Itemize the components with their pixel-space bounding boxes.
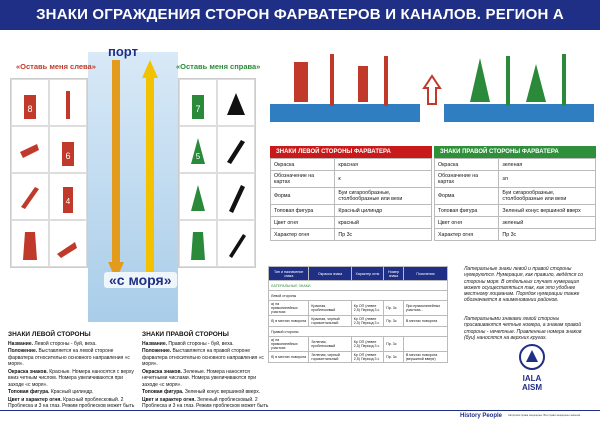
buoy-number: 6 — [65, 150, 71, 161]
port-label: порт — [108, 44, 138, 59]
content — [8, 40, 594, 410]
left-mark-table — [270, 146, 432, 241]
mark-cell — [179, 173, 217, 220]
black-cone-icon — [221, 83, 251, 123]
mark-cell — [179, 79, 217, 126]
red-buoys — [294, 54, 388, 106]
red-lit-buoy-icon — [53, 130, 83, 170]
footer-fine-print: Авторские права защищены. Все права защищены законом. — [508, 414, 581, 417]
page-title: ЗНАКИ ОГРАЖДЕНИЯ СТОРОН ФАРВАТЕРОВ И КАНАЛОВ. РЕГИОН А — [36, 6, 564, 23]
left-properties — [270, 158, 432, 241]
red-buoy-icon — [15, 83, 45, 123]
text-line: Название. Правой стороны - буй, веха. — [142, 340, 234, 347]
table-row: Левой стороны — [269, 291, 448, 301]
buoy-number: 4 — [65, 196, 71, 206]
red-pillar-buoy-icon — [53, 177, 83, 217]
brand-name: History People — [460, 413, 503, 419]
mark-cell — [49, 220, 87, 267]
text-line: Цвет и характер огня. Зеленый проблесковый. 2 Проблеска и 3 на глаз. Режим проблесков может быть — [142, 396, 269, 409]
table-row: Обозначение на картах к — [271, 171, 432, 188]
mark-cell — [49, 126, 87, 173]
table-row: а) на прямолинейных участках Зеленая, проблесковый Кр ОП (левее 2,5) Период 3 с Пр. 3с — [269, 337, 448, 352]
buoy-number: 7 — [195, 103, 201, 114]
table-row: б) в местах поворота Красная, черный горизонтальный Кр ОП (левее 2,5) Период 3 с Пр. 3с В местах поворота — [269, 316, 448, 327]
right-heading: ЗНАКИ ПРАВОЙ СТОРОНЫ — [142, 331, 229, 338]
mark-cell — [11, 173, 49, 220]
direction-arrow — [424, 76, 440, 104]
table-row: Окраска зеленая — [435, 159, 596, 171]
table-row: ЛАТЕРАЛЬНЫЕ ЗНАКИ — [269, 281, 448, 291]
header-bar — [0, 0, 600, 30]
mark-cell — [217, 220, 255, 267]
footer — [0, 410, 600, 424]
right-mark-table — [434, 146, 596, 241]
keep-left-label: «Оставь меня слева» — [16, 62, 96, 71]
upward-arrow — [142, 60, 158, 280]
numbering-note-2: Латеральными знаками левой стороны присваиваются четные номера, а знакам правой стороны - нечетные. Правленные номера знаков (буи) наносятся на верхних кругах. — [464, 316, 582, 341]
pilot-table-wrap — [268, 266, 448, 363]
text-line: Окраска знаков. Красные. Номера наносятся с верху вниз четным числом. Номера увеличиваются при заходе «с моря». — [8, 368, 134, 388]
black-spar-buoy-icon — [221, 177, 251, 217]
left-heading: ЗНАКИ ЛЕВОЙ СТОРОНЫ — [8, 331, 91, 338]
left-table-title: ЗНАКИ ЛЕВОЙ СТОРОНЫ ФАРВАТЕРА — [270, 146, 432, 158]
red-tower-buoy-icon — [15, 224, 45, 264]
red-stake-icon — [53, 83, 83, 123]
table-row: Обозначение на картах зл — [435, 171, 596, 188]
red-can-buoy-icon — [15, 130, 45, 170]
mark-cell — [179, 220, 217, 267]
iala-emblem-icon — [517, 342, 547, 372]
table-row: Характер огня Пр 3с — [271, 229, 432, 241]
green-buoys — [470, 54, 566, 106]
red-spar-buoy-icon — [15, 177, 45, 217]
green-buoy-icon — [183, 83, 213, 123]
downward-arrow — [108, 60, 124, 280]
table-row: Топовая фигура Зеленый конус вершиной вверх — [435, 205, 596, 217]
keep-right-label: «Оставь меня справа» — [176, 62, 261, 71]
green-tower-icon — [183, 224, 213, 264]
green-lit-buoy-icon — [183, 130, 213, 170]
buoy-number: 5 — [195, 151, 201, 161]
table-header: Тип и назначение знака Окраска знака Характер огня Номер знака Пояснения — [269, 267, 448, 281]
buoys-illustration — [270, 48, 594, 138]
right-side-text — [142, 332, 270, 417]
table-row: Форма Буи сигарообразные, столбообразные или вехи — [271, 188, 432, 205]
left-side-marks — [10, 78, 88, 268]
table-row: б) в местах поворота Зеленая, черный горизонтальный Кр ОП (левее 2,5) Период 3 с Пр. 3с В местах поворота (вершиной вверх) — [269, 352, 448, 363]
table-row: Форма Буи сигарообразные, столбообразные или вехи — [435, 188, 596, 205]
right-properties — [434, 158, 596, 241]
iala-logo — [512, 342, 552, 392]
text-line: Окраска знаков. Зеленые. Номера наносятся нечетными числами. Номера увеличиваются при заходе «с моря». — [142, 368, 256, 388]
mark-cell — [49, 173, 87, 220]
text-line: Цвет и характер огня. Красный проблесковый. 2 Проблеска и 3 на глаз. Режим проблесков может быть — [8, 396, 135, 409]
text-line: Положение. Выставляется на левой стороне фарватера относительно основного направления «с моря». — [8, 348, 130, 367]
table-row: Окраска красная — [271, 159, 432, 171]
mark-cell — [179, 126, 217, 173]
numbering-note: Латеральные знаки левой и правой стороны нумеруются. Нумерация, как правило, ведётся со стороны моря. В отдельных случаях нумерация может осуществляться так, как это удобнее местному лоцманам. Порядок нумерации также обозначается в наименовании районов. — [464, 266, 584, 304]
iala-text: IALA AISM — [522, 374, 542, 392]
right-side-marks — [178, 78, 256, 268]
red-pillar-icon — [53, 224, 83, 264]
text-line: Название. Левой стороны - буй, веха. — [8, 340, 97, 347]
table-row: а) на прямолинейных участках Красная, проблесковый Кр ОП (левее 2,5) Период 3 с Пр. 3с При прямолинейных участках... — [269, 301, 448, 316]
channel-diagram — [8, 40, 270, 330]
table-row: Цвет огня красный — [271, 217, 432, 229]
text-line: Положение. Выставляется на правой стороне фарватера относительно основного направления «с моря». — [142, 348, 264, 367]
mark-cell — [217, 173, 255, 220]
channel-arrows — [88, 60, 178, 280]
left-side-text — [8, 332, 136, 417]
table-row: Цвет огня зеленый — [435, 217, 596, 229]
buoy-number: 8 — [27, 103, 33, 114]
sea-label: «с моря» — [104, 272, 177, 288]
table-row: Правой стороны — [269, 327, 448, 337]
right-table-title: ЗНАКИ ПРАВОЙ СТОРОНЫ ФАРВАТЕРА — [434, 146, 596, 158]
mark-cell — [217, 79, 255, 126]
table-row: Характер огня Пр 3с — [435, 229, 596, 241]
text-line: Топовая фигура. Красный цилиндр. — [8, 389, 94, 395]
pilot-table — [268, 266, 448, 363]
black-spar-icon — [221, 130, 251, 170]
mark-cell — [11, 220, 49, 267]
mark-cell — [217, 126, 255, 173]
sea-strip-right — [444, 104, 594, 122]
black-stake-icon — [221, 224, 251, 264]
mark-cell — [11, 79, 49, 126]
table-row: Топовая фигура Красный цилиндр — [271, 205, 432, 217]
mark-cell — [11, 126, 49, 173]
text-line: Топовая фигура. Зеленый конус вершиной вверх. — [142, 389, 261, 395]
sea-strip-left — [270, 104, 420, 122]
mark-cell — [49, 79, 87, 126]
green-cone-buoy-icon — [183, 177, 213, 217]
